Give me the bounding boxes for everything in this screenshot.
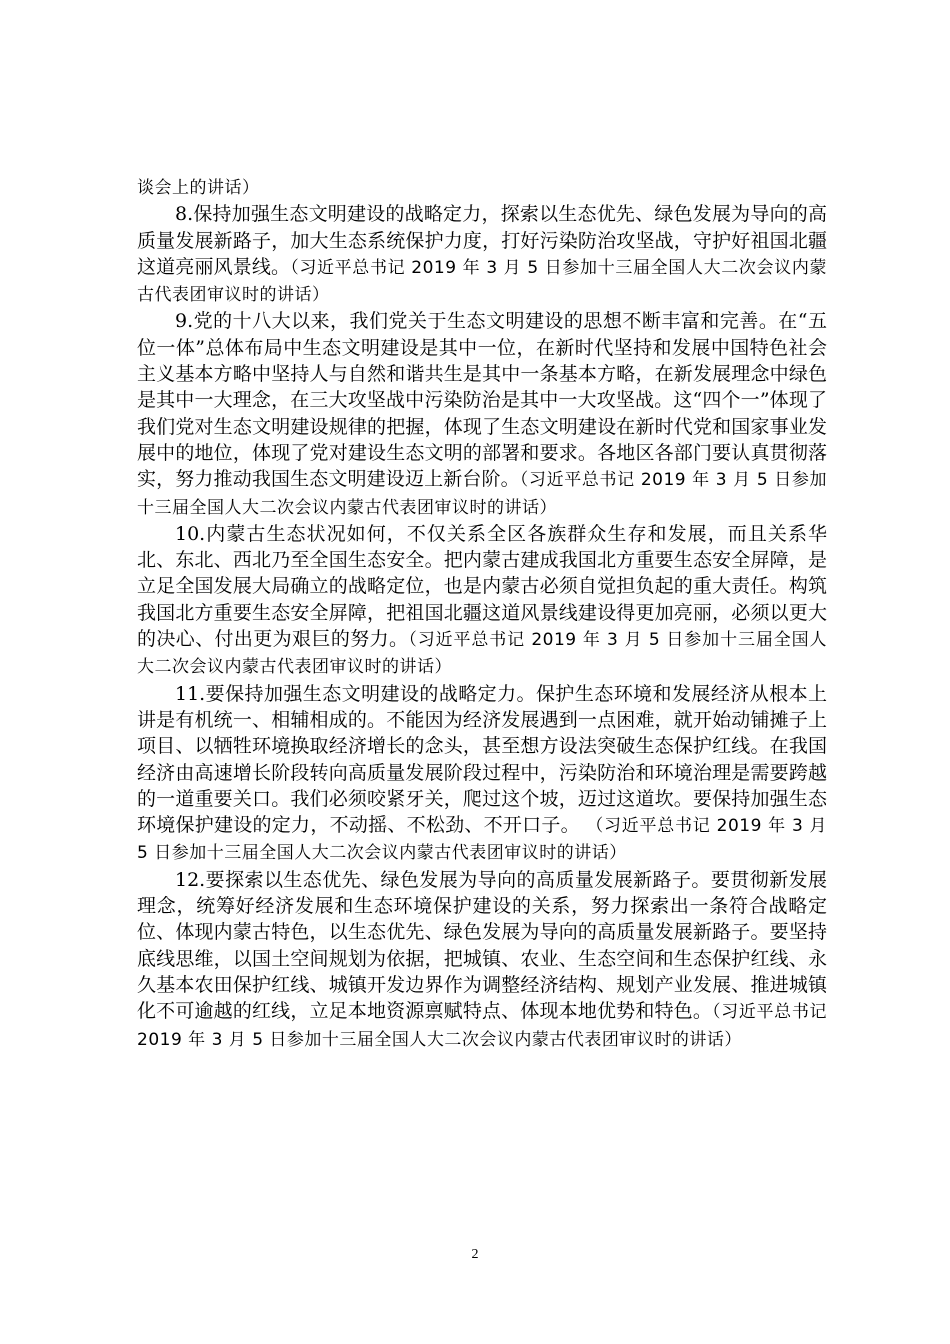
paragraph-10 (137, 521, 827, 681)
paragraph-citation: 谈会上的讲话） (137, 178, 260, 198)
page-number: 2 (471, 1247, 479, 1262)
paragraph-citation: （习近平总书记 2019 年 3 月 5 日参加十三届全国人大二次会议内蒙古代表团审议时的讲话） (137, 630, 827, 678)
paragraph-8 (137, 201, 827, 308)
paragraph-citation: （习近平总书记 2019 年 3 月 5 日参加十三届全国人大二次会议内蒙古代表团审议时的讲话） (137, 1002, 827, 1050)
paragraph-12 (137, 867, 827, 1053)
paragraph-text: 8.保持加强生态文明建设的战略定力，探索以生态优先、绿色发展为导向的高质量发展新路子，加大生态系统保护力度，打好污染防治攻坚战，守护好祖国北疆这道亮丽风景线。 (137, 203, 827, 278)
paragraph-11 (137, 681, 827, 867)
paragraph-citation: （习近平总书记 2019 年 3 月 5 日参加十三届全国人大二次会议内蒙古代表团审议时的讲话） (137, 257, 827, 306)
paragraph-text: 12.要探索以生态优先、绿色发展为导向的高质量发展新路子。要贯彻新发展理念，统筹好经济发展和生态环境保护建设的关系，努力探索出一条符合战略定位、体现内蒙古特色，以生态优先、绿色发展为导向的高质量发展新路子。要坚持底线思维，以国土空间规划为依据，把城镇、农业、生态空间和生态保护红线、永久基本农田保护红线、城镇开发边界作为调整经济结构、规划产业发展、推进城镇化不可逾越的红线，立足本地资源禀赋特点、体现本地优势和特色。 (137, 868, 827, 1023)
paragraph-text: 10.内蒙古生态状况如何，不仅关系全区各族群众生存和发展，而且关系华北、东北、西北乃至全国生态安全。把内蒙古建成我国北方重要生态安全屏障，是立足全国发展大局确立的战略定位，也是内蒙古必须自觉担负起的重大责任。构筑我国北方重要生态安全屏障，把祖国北疆这道风景线建设得更加亮丽，必须以更大的决心、付出更为艰巨的努力。 (137, 522, 827, 651)
paragraph-text: 11.要保持加强生态文明建设的战略定力。保护生态环境和发展经济从根本上讲是有机统一、相辅相成的。不能因为经济发展遇到一点困难，就开始动铺摊子上项目、以牺牲环境换取经济增长的念头，甚至想方设法突破生态保护红线。在我国经济由高速增长阶段转向高质量发展阶段过程中，污染防治和环境治理是需要跨越的一道重要关口。我们必须咬紧牙关，爬过这个坡，迈过这道坎。要保持加强生态环境保护建设的定力，不动摇、不松劲、不开口子。 (137, 682, 827, 837)
paragraph-text: 9.党的十八大以来，我们党关于生态文明建设的思想不断丰富和完善。在“五位一体”总体布局中生态文明建设是其中一位，在新时代坚持和发展中国特色社会主义基本方略中坚持人与自然和谐共生是其中一条基本方略，在新发展理念中绿色是其中一大理念，在三大攻坚战中污染防治是其中一大攻坚战。这“四个一”体现了我们党对生态文明建设规律的把握，体现了生态文明建设在新时代党和国家事业发展中的地位，体现了党对建设生态文明的部署和要求。各地区各部门要认真贯彻落实，努力推动我国生态文明建设迈上新台阶。 (137, 310, 827, 491)
document-body (137, 174, 827, 1053)
paragraph-citation: （习近平总书记 2019 年 3 月 5 日参加十三届全国人大二次会议内蒙古代表团审议时的讲话） (137, 470, 827, 518)
paragraph-9 (137, 308, 827, 520)
paragraph-continuation (137, 174, 827, 201)
paragraph-citation: （习近平总书记 2019 年 3 月 5 日参加十三届全国人大二次会议内蒙古代表团审议时的讲话） (137, 816, 827, 864)
